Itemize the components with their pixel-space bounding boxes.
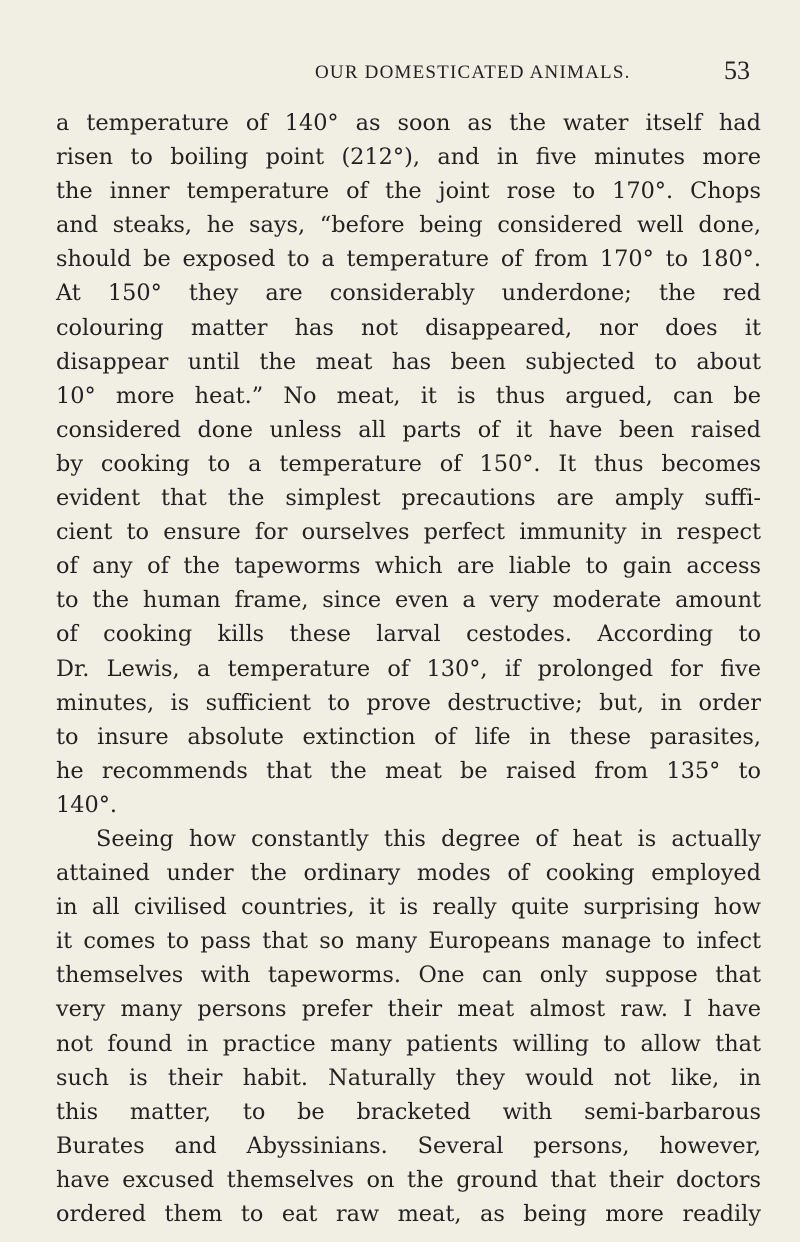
text-line: and steaks, he says, “before being considered well done, xyxy=(56,212,761,239)
text-line: the inner temperature of the joint rose to 170°. Chops xyxy=(56,178,761,205)
text-line: evident that the simplest precautions are amply suffi- xyxy=(56,485,761,512)
text-line: disappear until the meat has been subjected to about xyxy=(56,348,761,375)
text-line: by cooking to a temperature of 150°. It thus becomes xyxy=(56,450,761,477)
page-number: 53 xyxy=(724,56,750,85)
text-line: to the human frame, since even a very moderate amount xyxy=(56,587,761,614)
text-line: attained under the ordinary modes of cooking employed xyxy=(56,860,761,887)
text-line: of cooking kills these larval cestodes. According to xyxy=(56,621,761,648)
text-line: risen to boiling point (212°), and in five minutes more xyxy=(56,144,761,171)
text-line: in all civilised countries, it is really quite surprising how xyxy=(56,894,761,921)
text-line: ordered them to eat raw meat, as being more readily xyxy=(56,1201,761,1227)
text-line: it comes to pass that so many Europeans manage to infect xyxy=(56,928,761,955)
text-line: this matter, to be bracketed with semi-barbarous xyxy=(56,1098,761,1125)
text-line: to insure absolute extinction of life in these parasites, xyxy=(56,723,761,750)
text-line: should be exposed to a temperature of from 170° to 180°. xyxy=(56,246,761,273)
text-line: At 150° they are considerably underdone; the red xyxy=(56,280,761,307)
text-line: Dr. Lewis, a temperature of 130°, if prolonged for five xyxy=(56,655,761,682)
paragraph-first-line: Seeing how constantly this degree of heat is actually xyxy=(96,825,761,852)
text-line: Burates and Abyssinians. Several persons, however, xyxy=(56,1132,761,1159)
running-title: OUR DOMESTICATED ANIMALS. xyxy=(315,62,631,83)
text-line: of any of the tapeworms which are liable to gain access xyxy=(56,553,761,580)
text-line: minutes, is sufficient to prove destructive; but, in order xyxy=(56,689,761,716)
text-line: 10° more heat.” No meat, it is thus argued, can be xyxy=(56,382,761,409)
body-text xyxy=(56,106,761,1231)
text-line: themselves with tapeworms. One can only suppose that xyxy=(56,962,761,989)
paragraph-end-line: 140°. xyxy=(56,791,118,818)
text-line: he recommends that the meat be raised from 135° to xyxy=(56,757,761,784)
text-line: considered done unless all parts of it have been raised xyxy=(56,416,761,443)
text-line: very many persons prefer their meat almost raw. I have xyxy=(56,996,761,1023)
text-line: not found in practice many patients willing to allow that xyxy=(56,1030,761,1057)
running-head xyxy=(60,56,750,90)
text-line: a temperature of 140° as soon as the water itself had xyxy=(56,110,761,136)
text-line: such is their habit. Naturally they would not like, in xyxy=(56,1064,761,1091)
text-line: colouring matter has not disappeared, nor does it xyxy=(56,314,761,341)
text-line: cient to ensure for ourselves perfect immunity in respect xyxy=(56,519,761,546)
text-line: have excused themselves on the ground that their doctors xyxy=(56,1166,761,1193)
